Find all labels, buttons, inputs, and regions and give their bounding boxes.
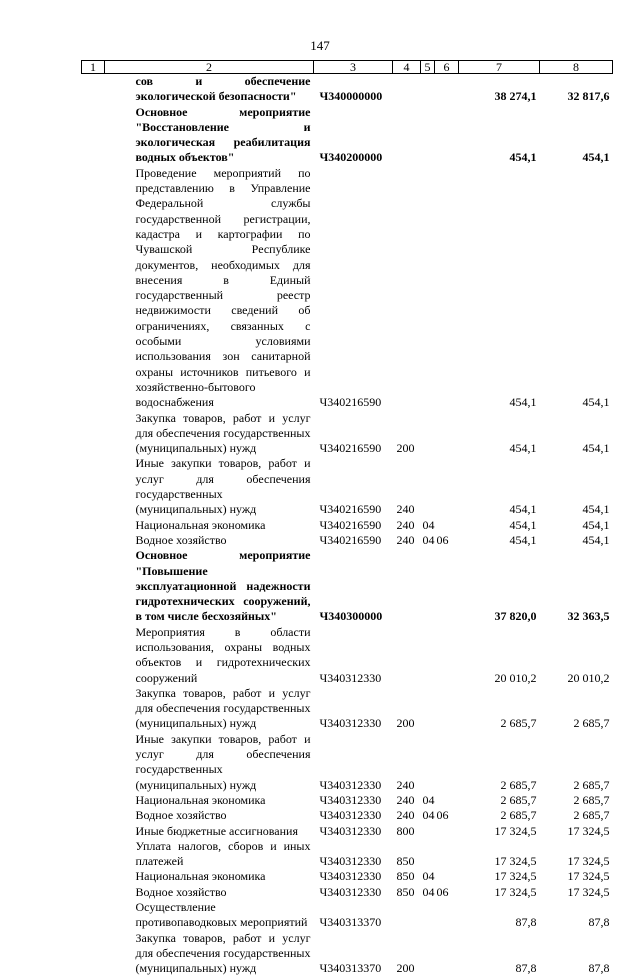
row-index-cell: [82, 166, 105, 411]
row-expense-type: 240: [396, 517, 415, 532]
row-name: Основное мероприятие "Восстановление и экологическая реабилитация водных объектов": [135, 104, 311, 165]
header-row: [82, 61, 613, 74]
row-subsection: [435, 105, 459, 166]
row-name: Иные закупки товаров, работ и услуг для обеспечения государственных (муниципальных) нужд: [135, 456, 311, 517]
row-value-2024: 32 363,5: [567, 609, 610, 624]
row-value-2024: 454,1: [582, 532, 610, 547]
row-name: Национальная экономика: [135, 869, 266, 884]
row-value-2024: 17 324,5: [567, 854, 610, 869]
row-name: Закупка товаров, работ и услуг для обеспечения государственных (муниципальных) нужд: [135, 685, 311, 731]
row-value-2024: 32 817,6: [567, 89, 610, 104]
row-subsection: [435, 548, 459, 624]
row-value-2023: 454,1: [509, 517, 537, 532]
row-expense-type: 240: [396, 532, 415, 547]
row-expense-type: 800: [396, 823, 415, 838]
row-expense-type: 240: [396, 502, 415, 517]
row-section: [421, 105, 435, 166]
table-row: [82, 533, 613, 548]
table-row: [82, 808, 613, 823]
row-value-2023: 20 010,2: [494, 670, 537, 685]
row-code: Ч340200000: [319, 150, 383, 165]
row-subsection: 06: [436, 532, 449, 547]
row-code: Ч340216590: [319, 532, 382, 547]
column-header-3: 3: [314, 61, 393, 74]
row-value-2024: 454,1: [582, 502, 610, 517]
row-index-cell: [82, 686, 105, 732]
row-index-cell: [82, 625, 105, 686]
row-subsection: [435, 166, 459, 411]
row-name: Национальная экономика: [135, 517, 266, 532]
row-code: Ч340313370: [319, 915, 382, 930]
row-value-2024: 454,1: [582, 441, 610, 456]
row-subsection: [435, 732, 459, 793]
row-section: [421, 411, 435, 457]
row-subsection: [435, 625, 459, 686]
table-row: [82, 456, 613, 517]
row-expense-type: 240: [396, 808, 415, 823]
column-header-2: 2: [105, 61, 314, 74]
table-row: [82, 625, 613, 686]
row-section: [421, 625, 435, 686]
row-value-2024: 454,1: [582, 150, 610, 165]
row-code: Ч340312330: [319, 869, 382, 884]
table-row: [82, 74, 613, 105]
row-index-cell: [82, 869, 105, 884]
row-section: [421, 732, 435, 793]
row-subsection: [435, 839, 459, 870]
row-section: 04: [422, 869, 435, 884]
table-row: [82, 518, 613, 533]
row-code: Ч340216590: [319, 502, 382, 517]
row-section: 04: [422, 517, 435, 532]
row-expense-type: [393, 74, 421, 105]
row-index-cell: [82, 931, 105, 977]
row-name: сов и обеспечение экологической безопасности": [135, 74, 311, 104]
row-section: [421, 74, 435, 105]
row-value-2024: 17 324,5: [567, 823, 610, 838]
row-value-2024: 87,8: [588, 915, 610, 930]
row-value-2023: 17 324,5: [494, 854, 537, 869]
table-row: [82, 869, 613, 884]
row-index-cell: [82, 824, 105, 839]
row-expense-type: [393, 166, 421, 411]
row-value-2023: 454,1: [509, 395, 537, 410]
row-value-2023: 454,1: [509, 150, 537, 165]
row-subsection: [435, 793, 459, 808]
row-expense-type: 200: [396, 961, 415, 976]
row-value-2023: 454,1: [509, 502, 537, 517]
row-section: 04: [422, 532, 435, 547]
row-code: Ч340300000: [319, 609, 383, 624]
row-index-cell: [82, 885, 105, 900]
row-code: Ч340312330: [319, 777, 382, 792]
row-expense-type: 850: [396, 884, 415, 899]
row-expense-type: [393, 548, 421, 624]
row-index-cell: [82, 533, 105, 548]
row-value-2023: 37 820,0: [494, 609, 537, 624]
table-row: [82, 732, 613, 793]
row-code: Ч340313370: [319, 961, 382, 976]
row-name: Уплата налогов, сборов и иных платежей: [135, 838, 311, 869]
row-expense-type: 850: [396, 869, 415, 884]
row-name: Проведение мероприятий по представлению в Управление Федеральной службы государственной регистрации, кадастра и картографии по Чувашской Республике документов, необходимых для внесения в Единый государственный реестр недвижимости сведений об ограничениях, связанных с особыми условиями использования зон санитарной охраны источников питьевого и хозяйственно-бытового водоснабжения: [135, 165, 311, 410]
column-header-4: 4: [393, 61, 421, 74]
row-index-cell: [82, 74, 105, 105]
column-header-7: 7: [459, 61, 540, 74]
row-value-2023: 454,1: [509, 532, 537, 547]
row-name: Национальная экономика: [135, 792, 266, 807]
row-index-cell: [82, 732, 105, 793]
row-name: Водное хозяйство: [135, 808, 227, 823]
row-value-2024: 2 685,7: [573, 808, 610, 823]
row-expense-type: [393, 625, 421, 686]
row-index-cell: [82, 548, 105, 624]
row-value-2023: 2 685,7: [500, 792, 537, 807]
row-name: Закупка товаров, работ и услуг для обеспечения государственных (муниципальных) нужд: [135, 930, 311, 976]
column-header-8: 8: [540, 61, 613, 74]
row-section: [421, 839, 435, 870]
row-code: Ч340216590: [319, 441, 382, 456]
row-value-2024: 17 324,5: [567, 884, 610, 899]
row-code: Ч340312330: [319, 716, 382, 731]
row-value-2023: 2 685,7: [500, 777, 537, 792]
row-value-2024: 2 685,7: [573, 777, 610, 792]
row-value-2023: 2 685,7: [500, 716, 537, 731]
table-row: [82, 411, 613, 457]
row-expense-type: 850: [396, 854, 415, 869]
row-subsection: [435, 686, 459, 732]
table-row: [82, 839, 613, 870]
column-header-5: 5: [421, 61, 435, 74]
row-section: [421, 166, 435, 411]
row-value-2023: 454,1: [509, 441, 537, 456]
row-value-2024: 20 010,2: [567, 670, 610, 685]
row-expense-type: 200: [396, 441, 415, 456]
row-section: [421, 456, 435, 517]
row-code: Ч340312330: [319, 823, 382, 838]
row-code: Ч340216590: [319, 517, 382, 532]
table-row: [82, 166, 613, 411]
row-expense-type: [393, 105, 421, 166]
table-row: [82, 885, 613, 900]
row-value-2024: 454,1: [582, 517, 610, 532]
table-row: [82, 686, 613, 732]
row-name: Осуществление противопаводковых мероприятий: [135, 900, 308, 930]
row-index-cell: [82, 808, 105, 823]
column-header-6: 6: [435, 61, 459, 74]
row-index-cell: [82, 518, 105, 533]
row-value-2024: 454,1: [582, 395, 610, 410]
row-value-2023: 38 274,1: [494, 89, 537, 104]
row-value-2024: 17 324,5: [567, 869, 610, 884]
row-code: Ч340216590: [319, 395, 382, 410]
row-name: Иные бюджетные ассигнования: [135, 823, 298, 838]
row-expense-type: 240: [396, 792, 415, 807]
row-name: Закупка товаров, работ и услуг для обеспечения государственных (муниципальных) нужд: [135, 410, 311, 456]
row-section: [421, 824, 435, 839]
row-index-cell: [82, 105, 105, 166]
row-value-2023: 2 685,7: [500, 808, 537, 823]
row-value-2023: 17 324,5: [494, 869, 537, 884]
row-value-2023: 17 324,5: [494, 823, 537, 838]
row-value-2024: 87,8: [588, 961, 610, 976]
table-row: [82, 824, 613, 839]
row-value-2023: 17 324,5: [494, 884, 537, 899]
row-code: Ч340312330: [319, 670, 382, 685]
row-section: [421, 686, 435, 732]
budget-table: [81, 60, 613, 977]
row-name: Мероприятия в области использования, охраны водных объектов и гидротехнических сооружений: [135, 624, 311, 685]
row-expense-type: 200: [396, 716, 415, 731]
row-index-cell: [82, 839, 105, 870]
row-section: 04: [422, 808, 435, 823]
column-header-1: 1: [82, 61, 105, 74]
table-row: [82, 105, 613, 166]
row-index-cell: [82, 456, 105, 517]
row-code: Ч340312330: [319, 884, 382, 899]
row-code: Ч340312330: [319, 808, 382, 823]
row-subsection: [435, 869, 459, 884]
row-value-2023: 87,8: [515, 915, 537, 930]
row-subsection: [435, 931, 459, 977]
row-section: 04: [422, 792, 435, 807]
row-index-cell: [82, 411, 105, 457]
row-subsection: [435, 518, 459, 533]
page-number: 147: [310, 38, 330, 53]
row-code: Ч340312330: [319, 792, 382, 807]
table-row: [82, 548, 613, 624]
table-row: [82, 793, 613, 808]
table-body: [82, 74, 613, 977]
table-row: [82, 931, 613, 977]
row-value-2024: 2 685,7: [573, 792, 610, 807]
row-subsection: [435, 74, 459, 105]
row-subsection: 06: [436, 884, 449, 899]
row-name: Иные закупки товаров, работ и услуг для обеспечения государственных (муниципальных) нужд: [135, 731, 311, 792]
row-subsection: [435, 411, 459, 457]
row-name: Основное мероприятие "Повышение эксплуатационной надежности гидротехнических сооружений, в том числе бесхозяйных": [135, 548, 311, 624]
row-value-2024: 2 685,7: [573, 716, 610, 731]
row-value-2023: 87,8: [515, 961, 537, 976]
row-code: Ч340312330: [319, 854, 382, 869]
row-code: Ч340000000: [319, 89, 383, 104]
row-subsection: [435, 824, 459, 839]
row-index-cell: [82, 793, 105, 808]
row-expense-type: 240: [396, 777, 415, 792]
row-subsection: 06: [436, 808, 449, 823]
row-section: [421, 931, 435, 977]
row-name: Водное хозяйство: [135, 532, 227, 547]
row-name: Водное хозяйство: [135, 884, 227, 899]
row-section: 04: [422, 884, 435, 899]
row-subsection: [435, 456, 459, 517]
row-section: [421, 548, 435, 624]
